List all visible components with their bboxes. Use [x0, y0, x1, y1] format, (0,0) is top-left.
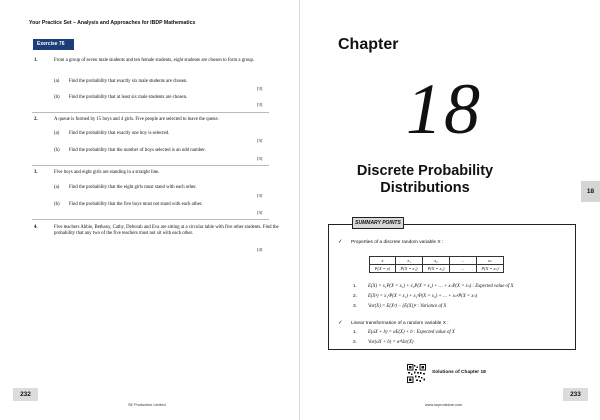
chapter-number: 18 [406, 69, 482, 149]
question-number: 1. [34, 58, 38, 63]
part-label: (a) [54, 131, 60, 136]
list-item-number: 2. [353, 340, 358, 345]
part-text: Find the probability that at least six male students are chosen. [69, 95, 188, 100]
footer-website: www.seprodstore.com [425, 403, 463, 407]
check-icon: ✓ [338, 239, 343, 245]
question-number: 2. [34, 117, 38, 122]
table-cell: x₂ [423, 257, 450, 265]
check-icon: ✓ [338, 320, 343, 326]
part-text: Find the probability that the number of boys selected is an odd number. [69, 148, 206, 153]
question-number: 3. [34, 170, 38, 175]
right-page [300, 0, 600, 420]
exercise-badge: Exercise 76 [33, 39, 74, 50]
part-text: Find the probability that the eight girls must stand with each other. [69, 185, 197, 190]
part-label: (b) [54, 95, 60, 100]
table-row [370, 265, 504, 273]
question-text: A queue is formed by 15 boys and 4 girls. Five people are selected to leave the queue. [54, 117, 219, 122]
table-cell: xₙ [477, 257, 504, 265]
qr-code-icon[interactable] [407, 364, 426, 383]
part-label: (a) [54, 185, 60, 190]
divider [32, 165, 269, 166]
page-number: 233 [563, 388, 588, 401]
formula-variance: Var(X) = E(X²) − (E(X))² : Variance of X [368, 304, 447, 309]
question-text: Five boys and eight girls are standing in a straight line. [54, 170, 160, 175]
part-label: (b) [54, 202, 60, 207]
question-text: Five teachers Abbie, Bethany, Cathy, Deborah and Eva are sitting at a circular table with five other students. Find the probability that any two of the five teachers must not sit with each other. [54, 225, 279, 237]
probability-table [369, 256, 504, 273]
question-number: 4. [34, 225, 38, 230]
footer-publisher: SE Production Limited [128, 403, 166, 407]
page-number: 232 [13, 388, 38, 401]
list-item-number: 2. [353, 294, 358, 299]
book-title: Your Practice Set – Analysis and Approaches for IBDP Mathematics [29, 20, 196, 26]
summary-points-label: SUMMARY POINTS [352, 217, 404, 229]
formula-linear-variance: Var(aX + b) = a²Var(X) [368, 340, 414, 345]
list-item-number: 1. [353, 330, 358, 335]
mark: [4] [257, 247, 263, 252]
table-row [370, 257, 504, 265]
mark: [3] [257, 86, 263, 91]
table-cell: P(X = x) [370, 265, 396, 273]
list-item-number: 1. [353, 284, 358, 289]
table-cell: P(X = x₂) [423, 265, 450, 273]
mark: [3] [257, 138, 263, 143]
chapter-word: Chapter [338, 36, 399, 53]
mark: [3] [257, 210, 263, 215]
table-cell: x₁ [396, 257, 423, 265]
solutions-label: Solutions of Chapter 18 [432, 370, 486, 375]
formula-linear-expectation: E(aX + b) = aE(X) + b : Expected value of X [368, 330, 455, 335]
list-item-number: 3. [353, 304, 358, 309]
formula-expected-value: E(X) = x₁P(X = x₁) + x₂P(X = x₂) + … + xₙP(X = xₙ) : Expected value of X [368, 284, 514, 289]
question-text: From a group of seven male students and ten female students, eight students are chosen to form a group. [54, 58, 255, 63]
part-text: Find the probability that exactly six male students are chosen. [69, 79, 188, 84]
divider [32, 112, 269, 113]
part-label: (b) [54, 148, 60, 153]
table-cell: x [370, 257, 396, 265]
chapter-side-tab: 18 [581, 181, 600, 202]
chapter-title [335, 163, 515, 197]
mark: [3] [257, 193, 263, 198]
part-text: Find the probability that exactly one boy is selected. [69, 131, 170, 136]
summary-heading-1: Properties of a discrete random variable X : [351, 240, 444, 245]
part-label: (a) [54, 79, 60, 84]
chapter-title-line1: Discrete Probability [356, 163, 494, 179]
summary-heading-2: Linear transformation of a random variable X : [351, 321, 449, 326]
table-cell: ... [450, 265, 477, 273]
part-text: Find the probability that the five boys must not stand with each other. [69, 202, 203, 207]
mark: [3] [257, 102, 263, 107]
table-cell: ... [450, 257, 477, 265]
formula-second-moment: E(X²) = x₁²P(X = x₁) + x₂²P(X = x₂) + … + xₙ²P(X = xₙ) [368, 294, 477, 299]
mark: [3] [257, 156, 263, 161]
table-cell: P(X = xₙ) [477, 265, 504, 273]
table-cell: P(X = x₁) [396, 265, 423, 273]
chapter-title-line2: Distributions [380, 180, 470, 196]
divider [32, 219, 269, 220]
